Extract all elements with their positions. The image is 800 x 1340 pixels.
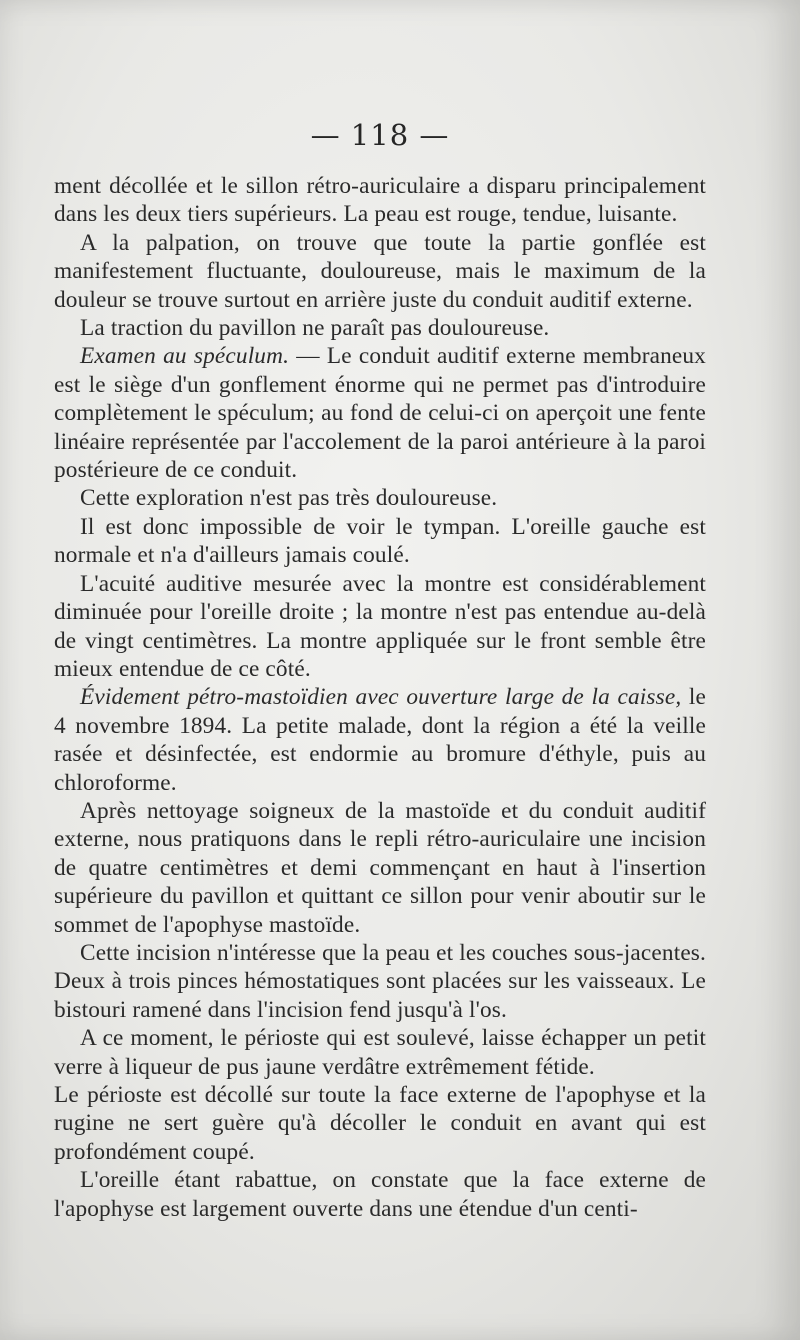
paragraph-exploration: Cette exploration n'est pas très douloureuse. (80, 485, 498, 512)
evidement-heading: Évidement pétro-mastoïdien avec ouverture large de la caisse, (80, 684, 682, 711)
paragraph-palpation: A la palpation, on trouve que toute la partie gonflée est manifestement fluctuante, douloureuse, mais le maximum de la douleur se trouve surtout en arrière juste du conduit auditif externe. (54, 229, 706, 313)
paragraph-hemostase: Cette incision n'intéresse que la peau et les couches sous-jacentes. Deux à trois pinces hémostatiques sont placées sur les vaisseaux. Le bistouri ramené dans l'incision fend jusqu'à l'os. (54, 939, 706, 1023)
paragraph-pus: A ce moment, le périoste qui est soulevé, laisse échapper un petit verre à liqueur de pus jaune verdâtre extrêmement fétide. (54, 1025, 706, 1080)
body-text (54, 172, 706, 1223)
paragraph-tympan: Il est donc impossible de voir le tympan. L'oreille gauche est normale et n'a d'ailleurs jamais coulé. (54, 513, 706, 569)
paragraph-perioste: Le périoste est décollé sur toute la face externe de l'apophyse et la rugine ne sert guère qu'à décoller le conduit en avant qui est profondément coupé. (54, 1082, 706, 1165)
paragraph-traction: La traction du pavillon ne paraît pas douloureuse. (80, 315, 550, 342)
paragraph-continuation: ment décollée et le sillon rétro-auriculaire a disparu principalement dans les deux tiers supérieurs. La peau est rouge, tendue, luisante. (54, 173, 706, 228)
evidement-text: le 4 novembre 1894. La petite malade, dont la région a été la veille rasée et désinfectée, est endormie au bromure d'éthyle, puis au chloroforme. (54, 684, 706, 796)
paragraph-incision: Après nettoyage soigneux de la mastoïde et du conduit auditif externe, nous pratiquons dans le repli rétro-auriculaire une incision de quatre centimètres et demi commençant en haut à l'insertion supérieure du pavillon et quittant ce sillon pour venir aboutir sur le sommet de l'apophyse mastoïde. (54, 797, 706, 938)
paragraph-acuite: L'acuité auditive mesurée avec la montre est considérablement diminuée pour l'oreille droite ; la montre n'est pas entendue au-delà de vingt centimètres. La montre appliquée sur le front semble être mieux entendue de ce côté. (54, 570, 706, 682)
speculum-text: — Le conduit auditif externe membraneux est le siège d'un gonflement énorme qui ne permet pas d'introduire complètement le spéculum; au fond de celui-ci on aperçoit une fente linéaire représentée par l'accolement de la paroi antérieure à la paroi postérieure de ce conduit. (54, 343, 706, 484)
paragraph-evidement (54, 683, 706, 797)
speculum-heading: Examen au spéculum. (80, 343, 290, 370)
paragraph-oreille: L'oreille étant rabattue, on constate que la face externe de l'apophyse est largement ouverte dans une étendue d'un centi- (54, 1167, 706, 1222)
paragraph-speculum (54, 342, 706, 484)
page-number: — 118 — (310, 118, 450, 152)
